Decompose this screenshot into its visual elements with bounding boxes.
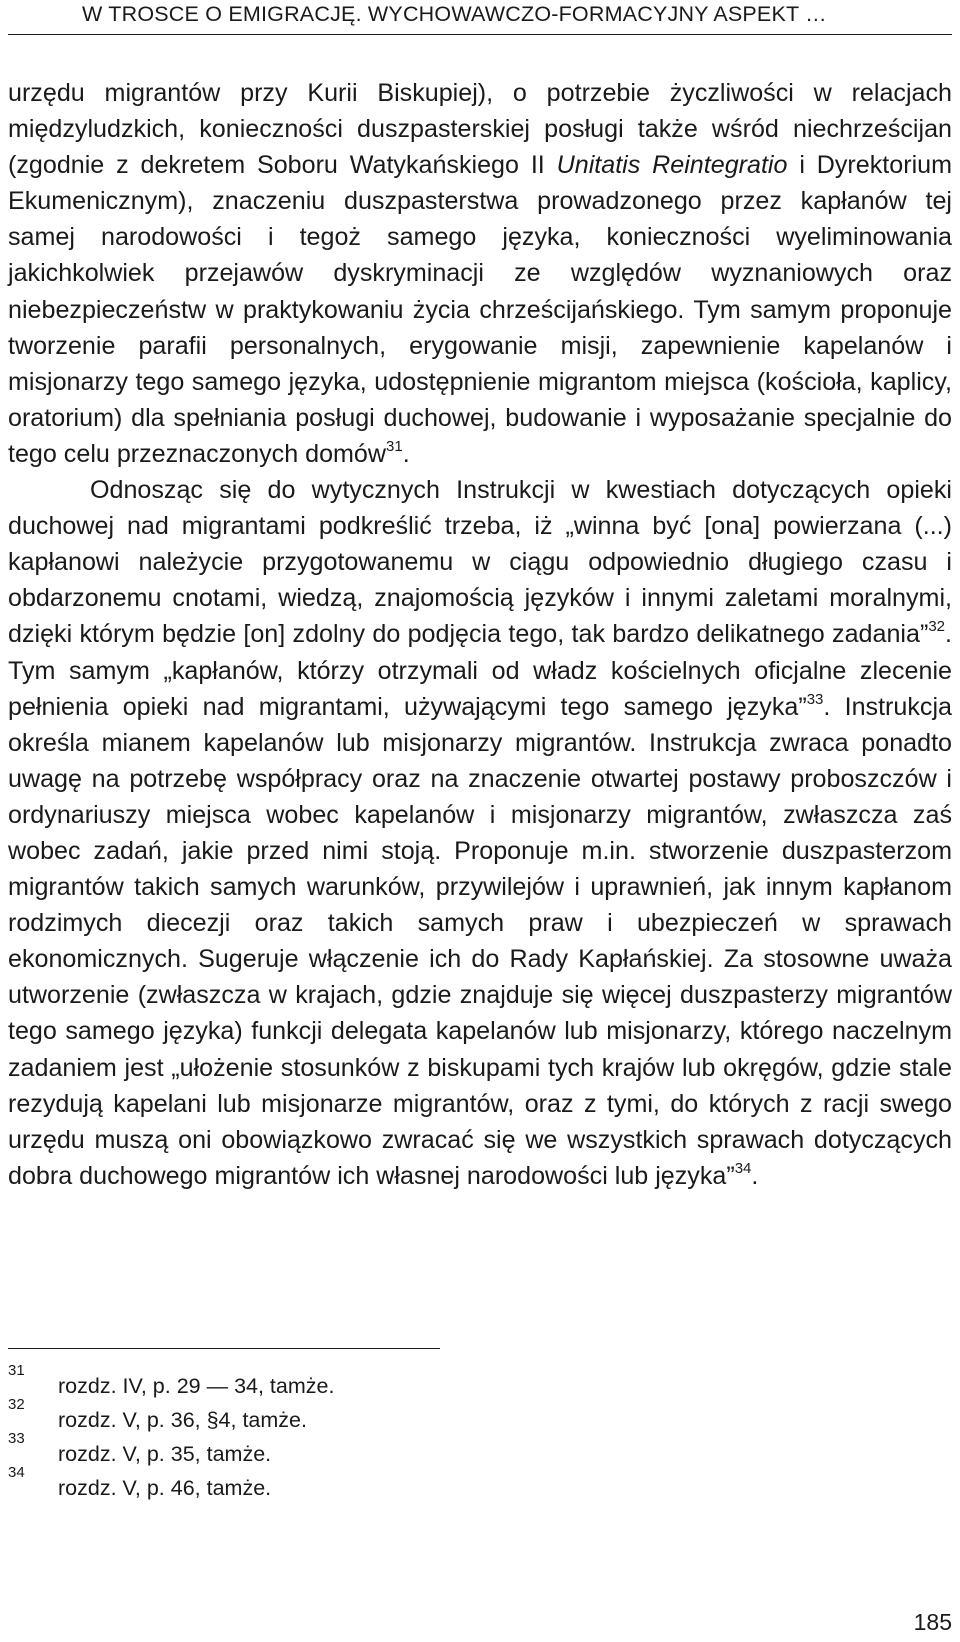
main-text bbox=[8, 75, 952, 1194]
paragraph-1-end: . bbox=[402, 439, 410, 468]
footnote-number: 31 bbox=[8, 1362, 25, 1379]
footnote-text: rozdz. V, p. 46, tamże. bbox=[58, 1476, 272, 1500]
footnote-text: rozdz. IV, p. 29 — 34, tamże. bbox=[58, 1374, 335, 1398]
footnote-number: 33 bbox=[8, 1430, 25, 1447]
footnote-text: rozdz. V, p. 36, §4, tamże. bbox=[58, 1408, 307, 1432]
footnote-item bbox=[8, 1396, 608, 1430]
footnote-item bbox=[8, 1430, 608, 1464]
footnote-ref-32[interactable]: 32 bbox=[928, 618, 946, 636]
footnote-number: 34 bbox=[8, 1464, 25, 1481]
paragraph-2 bbox=[8, 472, 952, 1194]
footnote-number: 32 bbox=[8, 1396, 25, 1413]
paragraph-1-text-b: i Dyrektorium Ekumenicznym), znaczeniu duszpasterstwa prowadzonego przez kapłanów tej samej narodowości i tegoż samego języka, konieczności wyeliminowania jakichkolwiek przejawów dyskryminacji ze względów wyznaniowych oraz niebezpieczeństw w praktykowaniu życia chrześcijańskiego. Tym samym proponuje tworzenie parafii personalnych, erygowanie misji, zapewnienie kapelanów i misjonarzy tego samego języka, udostępnienie migrantom miejsca (kościoła, kaplicy, oratorium) dla spełniania posługi duchowej, budowanie i wyposażanie specjalnie do tego celu przeznaczonych domów bbox=[8, 151, 952, 468]
paragraph-2-text-b: . Tym samym „kapłanów, którzy otrzymali od władz kościelnych oficjalne zlecenie pełnienia opieki nad migrantami, używającymi tego samego języka” bbox=[8, 620, 952, 721]
document-title-italic: Unitatis Reintegratio bbox=[556, 151, 788, 180]
page-number: 185 bbox=[913, 1609, 952, 1635]
paragraph-1 bbox=[8, 75, 952, 472]
footnote-text: rozdz. V, p. 35, tamże. bbox=[58, 1442, 272, 1466]
footnote-ref-33[interactable]: 33 bbox=[806, 690, 824, 708]
paragraph-2-text-c: . Instrukcja określa mianem kapelanów lub misjonarzy migrantów. Instrukcja zwraca ponadto uwagę na potrzebę współpracy oraz na znaczenie otwartej postawy proboszczów i ordynariuszy miejsca wobec kapelanów i misjonarzy migrantów, zwłaszcza zaś wobec zadań, jakie przed nimi stoją. Proponuje m.in. stworzenie duszpasterzom migrantów takich samych warunków, przywilejów i uprawnień, jak innym kapłanom rodzimych diecezji oraz takich samych praw i ubezpieczeń w sprawach ekonomicznych. Sugeruje włączenie ich do Rady Kapłańskiej. Za stosowne uważa utworzenie (zwłaszcza w krajach, gdzie znajduje się więcej duszpasterzy migrantów tego samego języka) funkcji delegata kapelanów lub misjonarzy, którego naczelnym zadaniem jest „ułożenie stosunków z biskupami tych krajów lub okręgów, gdzie stale rezydują kapelani lub misjonarze migrantów, oraz z tymi, do których z racji swego urzędu muszą oni obowiązkowo zwracać się we wszystkich sprawach dotyczących dobra duchowego migrantów ich własnej narodowości lub języka” bbox=[8, 692, 952, 1190]
footnote-ref-34[interactable]: 34 bbox=[734, 1159, 752, 1177]
footnotes bbox=[8, 1362, 608, 1498]
paragraph-1-text-a: urzędu migrantów przy Kurii Biskupiej), o potrzebie życzliwości w relacjach międzyludzkich, konieczności duszpasterskiej posługi także wśród niechrześcijan (zgodnie z dekretem Soboru Watykańskiego II bbox=[8, 79, 952, 180]
running-header: W TROSCE O EMIGRACJĘ. WYCHOWAWCZO-FORMACYJNY ASPEKT … bbox=[82, 2, 827, 26]
footnote-item bbox=[8, 1362, 608, 1396]
paragraph-2-end: . bbox=[751, 1161, 759, 1190]
header-divider bbox=[8, 34, 952, 35]
paragraph-2-text-a: Odnosząc się do wytycznych Instrukcji w kwestiach dotyczących opieki duchowej nad migrantami podkreślić trzeba, iż „winna być [ona] powierzana (...) kapłanowi należycie przygotowanemu w ciągu odpowiednio długiego czasu i obdarzonemu cnotami, wiedzą, znajomością języków i innymi zaletami moralnymi, dzięki którym będzie [on] zdolny do podjęcia tego, tak bardzo delikatnego zadania” bbox=[8, 476, 952, 649]
footnote-divider bbox=[8, 1348, 440, 1349]
footnote-ref-31[interactable]: 31 bbox=[386, 437, 403, 455]
footnote-item bbox=[8, 1464, 608, 1498]
